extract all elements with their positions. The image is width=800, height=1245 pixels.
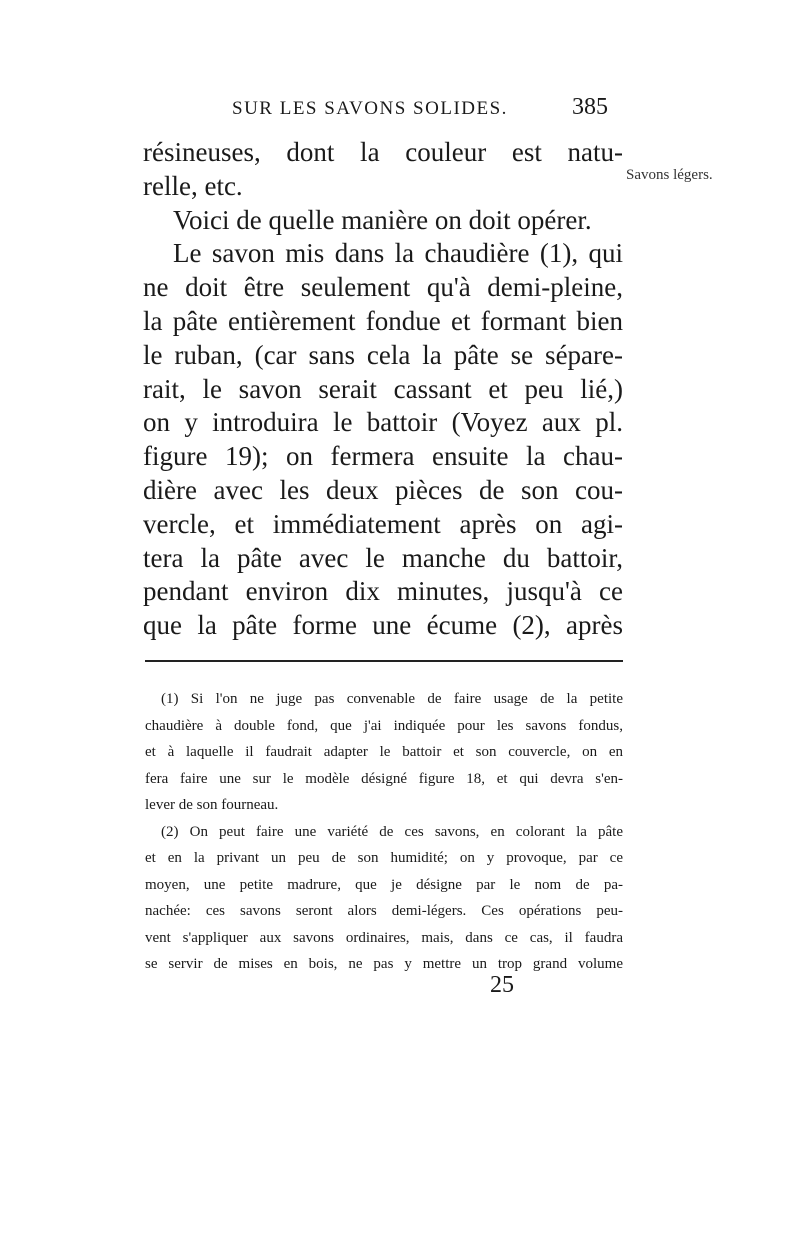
- body-line: le ruban, (car sans cela la pâte se sépare-: [143, 339, 623, 370]
- footnote-line: nachée: ces savons seront alors demi-légers. Ces opérations peu-: [145, 903, 623, 919]
- footnote-line: lever de son fourneau.: [145, 797, 279, 813]
- body-line: rait, le savon serait cassant et peu lié,): [143, 373, 623, 404]
- body-line: relle, etc.: [143, 170, 243, 201]
- body-line: Le savon mis dans la chaudière (1), qui: [173, 238, 623, 269]
- footnotes: [145, 686, 623, 978]
- body-line: que la pâte forme une écume (2), après: [143, 610, 623, 641]
- body-line: pendant environ dix minutes, jusqu'à ce: [143, 576, 623, 607]
- body-line: vercle, et immédiatement après on agi-: [143, 508, 623, 539]
- page-number: 385: [572, 94, 608, 120]
- footnote-line: (1) Si l'on ne juge pas convenable de faire usage de la petite: [161, 691, 623, 707]
- body-line: la pâte entièrement fondue et formant bien: [143, 305, 623, 336]
- body-line: tera la pâte avec le manche du battoir,: [143, 542, 623, 573]
- margin-note: Savons légers.: [626, 167, 713, 183]
- body-line: dière avec les deux pièces de son cou-: [143, 474, 623, 505]
- footnote-line: fera faire une sur le modèle désigné figure 18, et qui devra s'en-: [145, 770, 623, 787]
- body-line: ne doit être seulement qu'à demi-pleine,: [143, 272, 623, 303]
- body-line: Voici de quelle manière on doit opérer.: [173, 204, 592, 235]
- footnote-rule: [145, 660, 623, 662]
- body-line: on y introduira le battoir (Voyez aux pl.: [143, 407, 623, 438]
- footnote-line: et à laquelle il faudrait adapter le battoir et son couvercle, on en: [145, 744, 623, 760]
- footnote-line: se servir de mises en bois, ne pas y mettre un trop grand volume: [145, 956, 623, 972]
- footnote-line: vent s'appliquer aux savons ordinaires, mais, dans ce cas, il faudra: [145, 929, 623, 946]
- body-text: [143, 136, 623, 643]
- footnote-line: moyen, une petite madrure, que je désigne par le nom de pa-: [145, 876, 623, 893]
- body-line: figure 19); on fermera ensuite la chau-: [143, 441, 623, 472]
- signature-mark: 25: [490, 972, 514, 998]
- footnote-line: (2) On peut faire une variété de ces savons, en colorant la pâte: [161, 823, 623, 840]
- footnote-line: et en la privant un peu de son humidité; on y provoque, par ce: [145, 850, 623, 866]
- footnote-line: chaudière à double fond, que j'ai indiquée pour les savons fondus,: [145, 717, 623, 734]
- running-title: SUR LES SAVONS SOLIDES.: [232, 98, 508, 119]
- body-line: résineuses, dont la couleur est natu-: [143, 137, 623, 167]
